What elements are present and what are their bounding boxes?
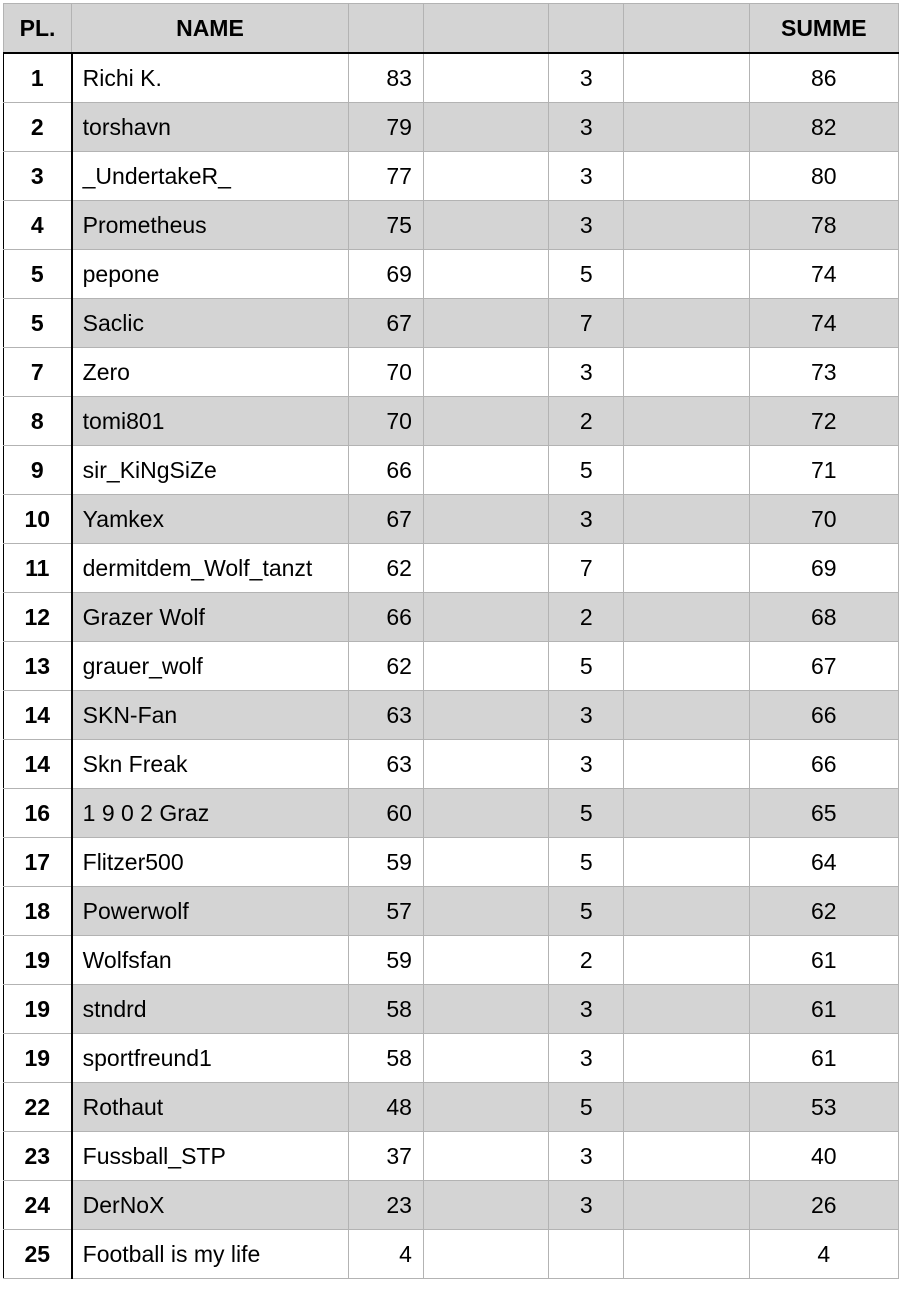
table-row <box>4 250 899 299</box>
cell-points: 70 <box>348 397 423 446</box>
cell-bonus: 2 <box>549 397 624 446</box>
cell-empty-2 <box>624 544 749 593</box>
cell-place: 5 <box>4 299 72 348</box>
cell-place: 9 <box>4 446 72 495</box>
cell-empty-1 <box>423 593 548 642</box>
header-bonus <box>549 4 624 54</box>
cell-empty-2 <box>624 446 749 495</box>
cell-name: Prometheus <box>72 201 349 250</box>
cell-empty-1 <box>423 789 548 838</box>
cell-bonus: 3 <box>549 152 624 201</box>
table-row <box>4 887 899 936</box>
cell-empty-1 <box>423 985 548 1034</box>
cell-summe: 68 <box>749 593 898 642</box>
cell-name: Skn Freak <box>72 740 349 789</box>
cell-bonus: 5 <box>549 446 624 495</box>
cell-summe: 53 <box>749 1083 898 1132</box>
cell-bonus: 7 <box>549 299 624 348</box>
table-row <box>4 1230 899 1279</box>
cell-name: stndrd <box>72 985 349 1034</box>
cell-summe: 86 <box>749 53 898 103</box>
cell-place: 2 <box>4 103 72 152</box>
cell-place: 13 <box>4 642 72 691</box>
cell-empty-2 <box>624 1230 749 1279</box>
cell-name: Rothaut <box>72 1083 349 1132</box>
cell-bonus: 2 <box>549 593 624 642</box>
cell-points: 63 <box>348 691 423 740</box>
cell-bonus: 5 <box>549 1083 624 1132</box>
cell-bonus: 5 <box>549 642 624 691</box>
table-row <box>4 985 899 1034</box>
cell-name: Fussball_STP <box>72 1132 349 1181</box>
cell-place: 25 <box>4 1230 72 1279</box>
header-name: NAME <box>72 4 349 54</box>
cell-name: 1 9 0 2 Graz <box>72 789 349 838</box>
table-row <box>4 1181 899 1230</box>
cell-name: Wolfsfan <box>72 936 349 985</box>
cell-empty-2 <box>624 936 749 985</box>
table-row <box>4 642 899 691</box>
cell-empty-2 <box>624 691 749 740</box>
cell-bonus: 3 <box>549 348 624 397</box>
cell-empty-1 <box>423 53 548 103</box>
header-points <box>348 4 423 54</box>
cell-name: Powerwolf <box>72 887 349 936</box>
table-row <box>4 201 899 250</box>
cell-points: 62 <box>348 544 423 593</box>
cell-points: 62 <box>348 642 423 691</box>
cell-points: 66 <box>348 593 423 642</box>
cell-summe: 80 <box>749 152 898 201</box>
table-row <box>4 691 899 740</box>
cell-summe: 72 <box>749 397 898 446</box>
cell-place: 7 <box>4 348 72 397</box>
cell-summe: 66 <box>749 691 898 740</box>
cell-summe: 82 <box>749 103 898 152</box>
cell-name: torshavn <box>72 103 349 152</box>
table-row <box>4 348 899 397</box>
cell-place: 11 <box>4 544 72 593</box>
cell-summe: 61 <box>749 985 898 1034</box>
cell-empty-1 <box>423 1034 548 1083</box>
cell-empty-2 <box>624 838 749 887</box>
header-place: PL. <box>4 4 72 54</box>
table-row <box>4 53 899 103</box>
cell-empty-2 <box>624 495 749 544</box>
cell-place: 24 <box>4 1181 72 1230</box>
cell-bonus: 2 <box>549 936 624 985</box>
ranking-table <box>3 3 899 1279</box>
cell-empty-2 <box>624 1132 749 1181</box>
cell-points: 67 <box>348 495 423 544</box>
cell-empty-2 <box>624 1181 749 1230</box>
cell-summe: 40 <box>749 1132 898 1181</box>
cell-place: 18 <box>4 887 72 936</box>
table-row <box>4 1132 899 1181</box>
cell-bonus: 3 <box>549 53 624 103</box>
cell-points: 58 <box>348 985 423 1034</box>
cell-place: 17 <box>4 838 72 887</box>
cell-summe: 61 <box>749 1034 898 1083</box>
cell-summe: 73 <box>749 348 898 397</box>
cell-empty-1 <box>423 201 548 250</box>
cell-summe: 64 <box>749 838 898 887</box>
cell-name: sportfreund1 <box>72 1034 349 1083</box>
cell-place: 19 <box>4 936 72 985</box>
cell-empty-2 <box>624 103 749 152</box>
cell-name: DerNoX <box>72 1181 349 1230</box>
cell-name: Football is my life <box>72 1230 349 1279</box>
cell-place: 8 <box>4 397 72 446</box>
cell-points: 63 <box>348 740 423 789</box>
cell-points: 59 <box>348 936 423 985</box>
cell-empty-2 <box>624 1083 749 1132</box>
table-row <box>4 544 899 593</box>
cell-name: sir_KiNgSiZe <box>72 446 349 495</box>
cell-summe: 4 <box>749 1230 898 1279</box>
cell-summe: 71 <box>749 446 898 495</box>
cell-points: 75 <box>348 201 423 250</box>
cell-bonus: 5 <box>549 887 624 936</box>
cell-points: 70 <box>348 348 423 397</box>
cell-bonus: 3 <box>549 1034 624 1083</box>
cell-bonus: 7 <box>549 544 624 593</box>
cell-bonus: 3 <box>549 103 624 152</box>
cell-place: 14 <box>4 691 72 740</box>
cell-place: 19 <box>4 985 72 1034</box>
cell-empty-2 <box>624 789 749 838</box>
cell-empty-1 <box>423 299 548 348</box>
table-row <box>4 936 899 985</box>
cell-name: Richi K. <box>72 53 349 103</box>
table-row <box>4 152 899 201</box>
cell-empty-1 <box>423 838 548 887</box>
table-row <box>4 838 899 887</box>
cell-summe: 67 <box>749 642 898 691</box>
cell-empty-2 <box>624 593 749 642</box>
header-empty-1 <box>423 4 548 54</box>
cell-place: 10 <box>4 495 72 544</box>
table-row <box>4 299 899 348</box>
cell-place: 22 <box>4 1083 72 1132</box>
cell-bonus: 3 <box>549 201 624 250</box>
cell-points: 79 <box>348 103 423 152</box>
cell-place: 14 <box>4 740 72 789</box>
table-row <box>4 740 899 789</box>
cell-empty-2 <box>624 1034 749 1083</box>
cell-summe: 69 <box>749 544 898 593</box>
table-row <box>4 495 899 544</box>
cell-empty-1 <box>423 691 548 740</box>
cell-name: Yamkex <box>72 495 349 544</box>
cell-name: _UndertakeR_ <box>72 152 349 201</box>
cell-empty-2 <box>624 397 749 446</box>
cell-summe: 66 <box>749 740 898 789</box>
cell-bonus: 5 <box>549 250 624 299</box>
cell-empty-2 <box>624 348 749 397</box>
table-row <box>4 1083 899 1132</box>
cell-empty-2 <box>624 985 749 1034</box>
cell-points: 37 <box>348 1132 423 1181</box>
cell-empty-1 <box>423 887 548 936</box>
header-empty-2 <box>624 4 749 54</box>
cell-points: 23 <box>348 1181 423 1230</box>
cell-bonus: 3 <box>549 740 624 789</box>
cell-points: 77 <box>348 152 423 201</box>
table-row <box>4 103 899 152</box>
cell-points: 66 <box>348 446 423 495</box>
cell-place: 19 <box>4 1034 72 1083</box>
cell-place: 4 <box>4 201 72 250</box>
cell-empty-1 <box>423 446 548 495</box>
cell-empty-1 <box>423 250 548 299</box>
cell-points: 4 <box>348 1230 423 1279</box>
cell-name: SKN-Fan <box>72 691 349 740</box>
cell-empty-1 <box>423 642 548 691</box>
cell-place: 1 <box>4 53 72 103</box>
cell-summe: 70 <box>749 495 898 544</box>
cell-name: tomi801 <box>72 397 349 446</box>
cell-empty-1 <box>423 103 548 152</box>
cell-bonus: 3 <box>549 1181 624 1230</box>
cell-bonus: 3 <box>549 495 624 544</box>
cell-bonus: 3 <box>549 1132 624 1181</box>
table-row <box>4 1034 899 1083</box>
table-row <box>4 397 899 446</box>
cell-empty-1 <box>423 1083 548 1132</box>
cell-name: grauer_wolf <box>72 642 349 691</box>
cell-place: 5 <box>4 250 72 299</box>
cell-summe: 62 <box>749 887 898 936</box>
cell-empty-1 <box>423 397 548 446</box>
table-row <box>4 789 899 838</box>
header-summe: SUMME <box>749 4 898 54</box>
cell-bonus: 3 <box>549 691 624 740</box>
cell-points: 69 <box>348 250 423 299</box>
cell-summe: 74 <box>749 299 898 348</box>
cell-empty-1 <box>423 544 548 593</box>
table-body <box>4 53 899 1279</box>
cell-place: 3 <box>4 152 72 201</box>
cell-name: Saclic <box>72 299 349 348</box>
cell-empty-1 <box>423 1230 548 1279</box>
cell-empty-1 <box>423 1132 548 1181</box>
cell-points: 67 <box>348 299 423 348</box>
cell-summe: 65 <box>749 789 898 838</box>
cell-bonus: 5 <box>549 838 624 887</box>
cell-name: Flitzer500 <box>72 838 349 887</box>
cell-points: 48 <box>348 1083 423 1132</box>
cell-empty-1 <box>423 495 548 544</box>
cell-bonus <box>549 1230 624 1279</box>
cell-empty-1 <box>423 1181 548 1230</box>
cell-empty-2 <box>624 642 749 691</box>
cell-bonus: 3 <box>549 985 624 1034</box>
cell-empty-2 <box>624 299 749 348</box>
cell-empty-2 <box>624 740 749 789</box>
cell-name: pepone <box>72 250 349 299</box>
cell-empty-2 <box>624 887 749 936</box>
cell-empty-1 <box>423 936 548 985</box>
cell-empty-2 <box>624 250 749 299</box>
cell-empty-2 <box>624 201 749 250</box>
cell-summe: 78 <box>749 201 898 250</box>
cell-name: Zero <box>72 348 349 397</box>
cell-summe: 61 <box>749 936 898 985</box>
table-header-row <box>4 4 899 54</box>
cell-points: 58 <box>348 1034 423 1083</box>
cell-place: 23 <box>4 1132 72 1181</box>
cell-points: 60 <box>348 789 423 838</box>
cell-summe: 26 <box>749 1181 898 1230</box>
cell-points: 57 <box>348 887 423 936</box>
table-row <box>4 446 899 495</box>
table-row <box>4 593 899 642</box>
cell-bonus: 5 <box>549 789 624 838</box>
cell-name: dermitdem_Wolf_tanzt <box>72 544 349 593</box>
cell-place: 16 <box>4 789 72 838</box>
cell-empty-1 <box>423 740 548 789</box>
cell-points: 59 <box>348 838 423 887</box>
cell-empty-1 <box>423 348 548 397</box>
cell-name: Grazer Wolf <box>72 593 349 642</box>
cell-empty-1 <box>423 152 548 201</box>
cell-empty-2 <box>624 152 749 201</box>
cell-points: 83 <box>348 53 423 103</box>
cell-place: 12 <box>4 593 72 642</box>
cell-summe: 74 <box>749 250 898 299</box>
cell-empty-2 <box>624 53 749 103</box>
